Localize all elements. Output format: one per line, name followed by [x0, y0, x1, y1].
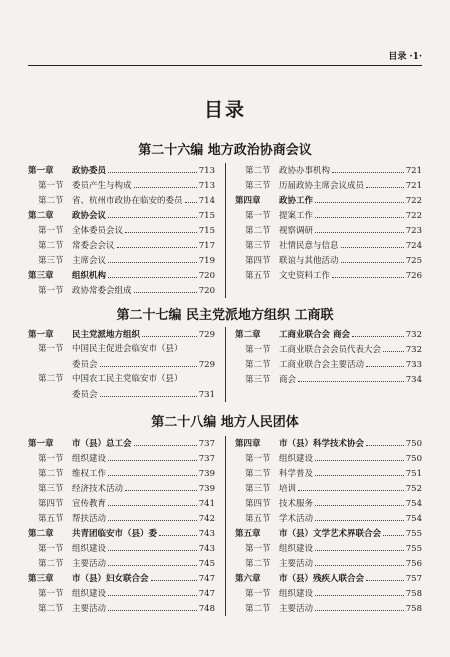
- dot-leader: [108, 466, 197, 476]
- entry-number: 第一节: [38, 589, 64, 599]
- entry-title: 常委会会议: [72, 241, 115, 251]
- entry-page-number: 717: [198, 241, 215, 251]
- entry-page-number: 758: [405, 604, 422, 614]
- entry-number: 第一节: [245, 345, 271, 355]
- entry-number: 第五节: [38, 514, 64, 524]
- entry-number: 第五章: [235, 529, 261, 539]
- dot-leader: [159, 526, 197, 536]
- entry-title: 市（县）妇女联合会: [72, 574, 149, 584]
- entry-title: 政协会议: [72, 211, 107, 221]
- entry-number: 第三节: [245, 181, 271, 191]
- toc-column-right: [235, 163, 422, 283]
- dot-leader: [366, 178, 404, 188]
- toc-section-entry[interactable]: [28, 496, 215, 511]
- entry-title: 市（县）科学技术协会: [279, 439, 365, 449]
- entry-page-number: 720: [198, 286, 215, 296]
- entry-title: 政协委员: [72, 166, 107, 176]
- entry-title: 主要活动: [72, 559, 107, 569]
- entry-page-number: 714: [198, 196, 215, 206]
- toc-column-left: [28, 163, 215, 298]
- entry-page-number: 739: [198, 469, 215, 479]
- entry-page-number: 721: [405, 181, 422, 191]
- toc-chapter-entry[interactable]: [28, 436, 215, 451]
- toc-chapter-entry[interactable]: [28, 268, 215, 283]
- entry-title: 技术服务: [279, 499, 314, 509]
- entry-page-number: 737: [198, 439, 215, 449]
- toc-column-left: [28, 327, 215, 402]
- entry-page-number: 725: [405, 256, 422, 266]
- entry-page-number: 755: [405, 529, 422, 539]
- dot-leader: [315, 511, 404, 521]
- entry-page-number: 732: [405, 345, 422, 355]
- entry-title: 历届政协主席会议成员: [279, 181, 365, 191]
- entry-page-number: 729: [198, 360, 215, 370]
- dot-leader: [108, 253, 197, 263]
- entry-title: 经济技术活动: [72, 484, 124, 494]
- dot-leader: [108, 586, 197, 596]
- dot-leader: [366, 436, 404, 446]
- toc-section-entry[interactable]: [235, 223, 422, 238]
- toc-section-entry[interactable]: [235, 238, 422, 253]
- toc-section-entry[interactable]: [28, 481, 215, 496]
- toc-section-entry[interactable]: [28, 541, 215, 556]
- entry-title: 委员会: [72, 390, 98, 400]
- entry-page-number: 724: [405, 241, 422, 251]
- toc-section-entry[interactable]: [235, 541, 422, 556]
- toc-chapter-entry[interactable]: [28, 208, 215, 223]
- toc-section-entry[interactable]: [235, 208, 422, 223]
- dot-leader: [315, 451, 404, 461]
- entry-title: 政协办事机构: [279, 166, 331, 176]
- entry-title: 中国农工民主党临安市（县）: [72, 374, 183, 384]
- toc-section-entry[interactable]: [28, 178, 215, 193]
- dot-leader: [298, 372, 404, 382]
- dot-leader: [108, 451, 197, 461]
- entry-title: 主席会议: [72, 256, 107, 266]
- entry-title: 学术活动: [279, 514, 314, 524]
- dot-leader: [315, 466, 404, 476]
- entry-title: 主要活动: [279, 604, 314, 614]
- toc-chapter-entry[interactable]: [235, 571, 422, 586]
- entry-page-number: 719: [198, 256, 215, 266]
- entry-number: 第一节: [38, 544, 64, 554]
- entry-number: 第四节: [245, 256, 271, 266]
- entry-page-number: 723: [405, 226, 422, 236]
- dot-leader: [366, 571, 404, 581]
- toc-section-entry[interactable]: [28, 223, 215, 238]
- entry-title: 省、杭州市政协在临安的委员: [72, 196, 183, 206]
- dot-leader: [108, 496, 197, 506]
- dot-leader: [341, 238, 404, 248]
- toc-section-entry[interactable]: [28, 601, 215, 616]
- dot-leader: [100, 357, 197, 367]
- entry-title: 政协常委会组成: [72, 286, 132, 296]
- dot-leader: [298, 481, 404, 491]
- entry-title: 主要活动: [279, 559, 314, 569]
- entry-number: 第四节: [245, 499, 271, 509]
- entry-title: 文史资料工作: [279, 271, 331, 281]
- dot-leader: [142, 327, 197, 337]
- entry-number: 第四章: [235, 196, 261, 206]
- dot-leader: [315, 223, 404, 233]
- part-title-28: 第二十八编 地方人民团体: [151, 415, 299, 430]
- entry-number: 第一节: [245, 589, 271, 599]
- toc-chapter-entry[interactable]: [235, 436, 422, 451]
- toc-column-right: [235, 436, 422, 616]
- entry-number: 第三节: [245, 375, 271, 385]
- entry-number: 第一节: [38, 286, 64, 296]
- dot-leader: [125, 223, 197, 233]
- dot-leader: [134, 436, 197, 446]
- toc-section-entry[interactable]: [28, 253, 215, 268]
- dot-leader: [151, 571, 197, 581]
- toc-chapter-entry[interactable]: [28, 571, 215, 586]
- entry-page-number: 756: [405, 559, 422, 569]
- entry-page-number: 722: [405, 211, 422, 221]
- entry-number: 第五节: [245, 514, 271, 524]
- entry-number: 第一节: [245, 454, 271, 464]
- entry-page-number: 743: [198, 529, 215, 539]
- part-title-27: 第二十七编 民主党派地方组织 工商联: [116, 308, 334, 323]
- entry-number: 第一节: [245, 211, 271, 221]
- entry-number: 第三节: [38, 256, 64, 266]
- toc-section-entry[interactable]: [28, 451, 215, 466]
- toc-section-entry[interactable]: [235, 586, 422, 601]
- dot-leader: [315, 496, 404, 506]
- dot-leader: [185, 193, 197, 203]
- dot-leader: [125, 481, 197, 491]
- toc-section-entry[interactable]: [28, 556, 215, 571]
- entry-number: 第二节: [245, 166, 271, 176]
- entry-page-number: 733: [405, 360, 422, 370]
- toc-chapter-entry[interactable]: [235, 193, 422, 208]
- entry-number: 第一节: [38, 181, 64, 191]
- entry-number: 第二节: [245, 604, 271, 614]
- entry-title: 组织建设: [279, 544, 314, 554]
- column-divider: [225, 163, 226, 298]
- entry-title: 全体委员会议: [72, 226, 124, 236]
- toc-section-entry[interactable]: [235, 268, 422, 283]
- entry-number: 第二节: [38, 241, 64, 251]
- entry-page-number: 754: [405, 499, 422, 509]
- toc-section-entry[interactable]: [28, 372, 215, 387]
- entry-title: 委员产生与构成: [72, 181, 132, 191]
- entry-page-number: 755: [405, 544, 422, 554]
- entry-title: 宣传教育: [72, 499, 107, 509]
- entry-title: 工商业联合会 商会: [279, 330, 350, 340]
- entry-title: 组织建设: [279, 454, 314, 464]
- dot-leader: [366, 357, 404, 367]
- entry-page-number: 737: [198, 454, 215, 464]
- dot-leader: [134, 283, 197, 293]
- entry-page-number: 721: [405, 166, 422, 176]
- entry-title: 帮扶活动: [72, 514, 107, 524]
- entry-title: 社情民意与信息: [279, 241, 339, 251]
- entry-page-number: 729: [198, 330, 215, 340]
- entry-number: 第一章: [28, 439, 54, 449]
- entry-page-number: 713: [198, 166, 215, 176]
- entry-page-number: 720: [198, 271, 215, 281]
- entry-number: 第四章: [235, 439, 261, 449]
- entry-page-number: 748: [198, 604, 215, 614]
- entry-page-number: 722: [405, 196, 422, 206]
- entry-page-number: 747: [198, 589, 215, 599]
- entry-page-number: 751: [405, 469, 422, 479]
- toc-chapter-entry[interactable]: [28, 163, 215, 178]
- toc-section-entry[interactable]: [28, 357, 215, 372]
- dot-leader: [108, 541, 197, 551]
- entry-title: 培训: [279, 484, 297, 494]
- dot-leader: [108, 601, 197, 611]
- entry-page-number: 758: [405, 589, 422, 599]
- entry-page-number: 743: [198, 544, 215, 554]
- toc-section-entry[interactable]: [235, 481, 422, 496]
- dot-leader: [315, 208, 404, 218]
- entry-title: 中国民主促进会临安市（县）: [72, 344, 183, 354]
- toc-section-entry[interactable]: [235, 556, 422, 571]
- dot-leader: [315, 556, 404, 566]
- dot-leader: [315, 193, 404, 203]
- entry-title: 视察调研: [279, 226, 314, 236]
- toc-section-entry[interactable]: [235, 253, 422, 268]
- toc-section-entry[interactable]: [235, 466, 422, 481]
- entry-number: 第一节: [38, 344, 64, 354]
- entry-number: 第三节: [245, 241, 271, 251]
- entry-number: 第一章: [28, 330, 54, 340]
- dot-leader: [332, 163, 404, 173]
- entry-number: 第三节: [245, 484, 271, 494]
- entry-page-number: 754: [405, 514, 422, 524]
- running-header: [28, 51, 422, 66]
- entry-page-number: 731: [198, 390, 215, 400]
- entry-title: 组织建设: [72, 454, 107, 464]
- entry-page-number: 757: [405, 574, 422, 584]
- toc-section-entry[interactable]: [235, 178, 422, 193]
- toc-column-left: [28, 436, 215, 616]
- dot-leader: [108, 556, 197, 566]
- entry-page-number: 747: [198, 574, 215, 584]
- dot-leader: [108, 163, 197, 173]
- entry-title: 商会: [279, 375, 297, 385]
- entry-title: 维权工作: [72, 469, 107, 479]
- entry-number: 第二节: [245, 469, 271, 479]
- entry-number: 第二节: [245, 559, 271, 569]
- entry-number: 第一章: [28, 166, 54, 176]
- toc-section-entry[interactable]: [235, 601, 422, 616]
- toc-section-entry[interactable]: [235, 451, 422, 466]
- entry-number: 第一节: [245, 544, 271, 554]
- entry-page-number: 715: [198, 226, 215, 236]
- dot-leader: [352, 327, 404, 337]
- toc-section-entry[interactable]: [28, 193, 215, 208]
- entry-title: 市（县）残疾人联合会: [279, 574, 365, 584]
- column-divider: [225, 436, 226, 616]
- toc-section-entry[interactable]: [28, 466, 215, 481]
- column-divider: [225, 327, 226, 402]
- entry-page-number: 732: [405, 330, 422, 340]
- toc-chapter-entry[interactable]: [28, 327, 215, 342]
- entry-title: 组织机构: [72, 271, 107, 281]
- toc-section-entry[interactable]: [235, 357, 422, 372]
- toc-section-entry[interactable]: [235, 163, 422, 178]
- toc-section-entry[interactable]: [28, 586, 215, 601]
- entry-number: 第二节: [38, 374, 64, 384]
- entry-number: 第六章: [235, 574, 261, 584]
- toc-section-entry[interactable]: [28, 283, 215, 298]
- entry-number: 第二章: [28, 529, 54, 539]
- entry-title: 联谊与其他活动: [279, 256, 339, 266]
- entry-title: 工商业联合会会员代表大会: [279, 345, 382, 355]
- entry-title: 科学普及: [279, 469, 314, 479]
- entry-page-number: 752: [405, 484, 422, 494]
- toc-column-right: [235, 327, 422, 387]
- entry-number: 第二节: [38, 604, 64, 614]
- toc-section-entry[interactable]: [28, 342, 215, 357]
- toc-chapter-entry[interactable]: [235, 327, 422, 342]
- entry-page-number: 742: [198, 514, 215, 524]
- entry-number: 第四节: [38, 499, 64, 509]
- toc-section-entry[interactable]: [235, 511, 422, 526]
- dot-leader: [315, 601, 404, 611]
- toc-section-entry[interactable]: [235, 342, 422, 357]
- dot-leader: [315, 541, 404, 551]
- entry-number: 第二章: [235, 330, 261, 340]
- entry-title: 政协工作: [279, 196, 314, 206]
- dot-leader: [100, 387, 197, 397]
- toc-section-entry[interactable]: [28, 238, 215, 253]
- entry-number: 第二节: [245, 226, 271, 236]
- entry-number: 第二节: [38, 469, 64, 479]
- entry-page-number: 713: [198, 181, 215, 191]
- dot-leader: [341, 253, 404, 263]
- entry-page-number: 750: [405, 454, 422, 464]
- entry-title: 民主党派地方组织: [72, 330, 141, 340]
- entry-title: 委员会: [72, 360, 98, 370]
- entry-page-number: 750: [405, 439, 422, 449]
- entry-number: 第三章: [28, 574, 54, 584]
- entry-page-number: 715: [198, 211, 215, 221]
- part-title-26: 第二十六编 地方政治协商会议: [138, 143, 312, 158]
- running-header-text: 目录 ·1·: [388, 52, 422, 62]
- entry-page-number: 741: [198, 499, 215, 509]
- dot-leader: [134, 178, 197, 188]
- toc-section-entry[interactable]: [235, 496, 422, 511]
- toc-section-entry[interactable]: [28, 511, 215, 526]
- entry-number: 第三节: [38, 484, 64, 494]
- entry-number: 第二章: [28, 211, 54, 221]
- entry-number: 第二节: [38, 196, 64, 206]
- entry-title: 市（县）总工会: [72, 439, 132, 449]
- entry-title: 组织建设: [279, 589, 314, 599]
- dot-leader: [332, 268, 404, 278]
- dot-leader: [383, 342, 404, 352]
- entry-page-number: 739: [198, 484, 215, 494]
- entry-page-number: 726: [405, 271, 422, 281]
- entry-page-number: 745: [198, 559, 215, 569]
- toc-section-entry[interactable]: [28, 387, 215, 402]
- dot-leader: [117, 238, 197, 248]
- entry-title: 市（县）文学艺术界联合会: [279, 529, 382, 539]
- entry-page-number: 734: [405, 375, 422, 385]
- entry-number: 第二节: [245, 360, 271, 370]
- toc-section-entry[interactable]: [235, 372, 422, 387]
- entry-number: 第三章: [28, 271, 54, 281]
- toc-chapter-entry[interactable]: [235, 526, 422, 541]
- entry-number: 第五节: [245, 271, 271, 281]
- page-title: 目录: [203, 99, 246, 121]
- dot-leader: [108, 208, 197, 218]
- toc-chapter-entry[interactable]: [28, 526, 215, 541]
- entry-title: 主要活动: [72, 604, 107, 614]
- entry-title: 组织建设: [72, 544, 107, 554]
- entry-number: 第二节: [38, 559, 64, 569]
- entry-title: 提案工作: [279, 211, 314, 221]
- dot-leader: [383, 526, 404, 536]
- entry-title: 工商业联合会主要活动: [279, 360, 365, 370]
- dot-leader: [108, 511, 197, 521]
- entry-title: 组织建设: [72, 589, 107, 599]
- entry-number: 第一节: [38, 454, 64, 464]
- entry-title: 共青团临安市（县）委: [72, 529, 158, 539]
- dot-leader: [315, 586, 404, 596]
- dot-leader: [108, 268, 197, 278]
- entry-number: 第一节: [38, 226, 64, 236]
